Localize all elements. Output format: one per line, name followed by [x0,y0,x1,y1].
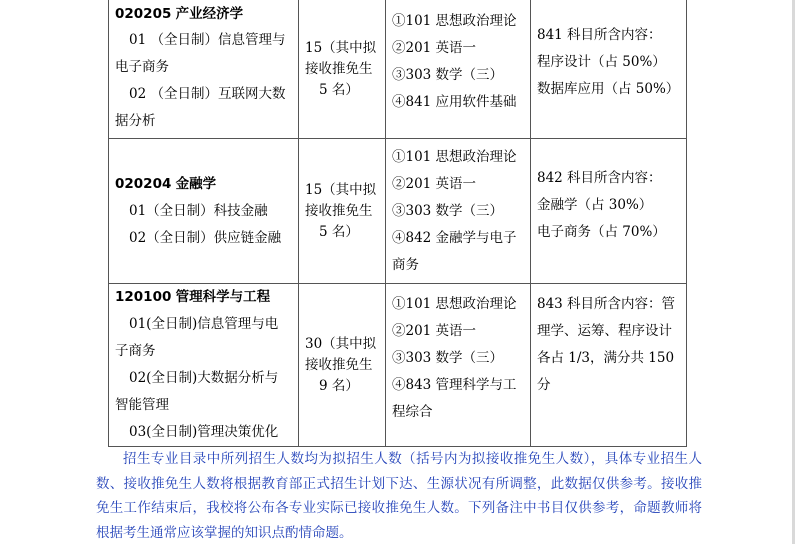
direction-line: 02(全日制)大数据分析与 [129,370,279,386]
content-cell [531,284,687,447]
exam-line: ①101 思想政治理论 [392,148,517,165]
content-line: 分 [537,377,551,393]
direction-line: 02（全日制）供应链金融 [129,229,282,246]
exam-line: ②201 英语一 [392,175,477,192]
quota-cell [299,139,386,284]
exam-subjects-cell [386,284,531,447]
table-row [109,284,687,447]
exam-subjects-cell [386,139,531,284]
content-line: 841 科目所含内容： [537,27,662,43]
exam-line: ①101 思想政治理论 [392,13,517,29]
direction-line: 03(全日制)管理决策优化 [129,424,279,440]
admissions-note-paragraph: 招生专业目录中所列招生人数均为拟招生人数（括号内为拟接收推免生人数），具体专业招生人数、接收推免生人数将根据教育部正式招生计划下达、生源状况有所调整，此数据仅供参考。接收推免生工作结束后，我校将公布各专业实际已接收推免生人数。下列备注中书目仅供参考，命题教师将根据考生通常应该掌握的知识点酌情命题。 [96,451,702,541]
quota-line: 5 名） [319,223,359,240]
content-cell [531,0,687,139]
table-row [109,0,687,139]
direction-line: 电子商务 [115,58,169,75]
major-cell [109,0,299,139]
direction-line: 子商务 [115,343,156,359]
content-line: 数据库应用（占 50%） [537,81,680,97]
exam-line: ③303 数学（三） [392,350,504,366]
content-cell [531,139,687,284]
major-name: 产业经济学 [175,5,244,22]
quota-line: 9 名） [319,377,359,394]
exam-line: ④842 金融学与电子 [392,229,517,246]
major-code: 020204 [115,175,172,192]
direction-line: 01（全日制）科技金融 [129,202,268,219]
quota-line: 5 名） [319,81,359,98]
major-code: 120100 [115,289,172,305]
quota-line: 接收推免生 [305,202,373,219]
content-line: 842 科目所含内容： [537,170,662,186]
major-name: 管理科学与工程 [175,289,271,305]
quota-line: 30（其中拟 [305,335,377,352]
exam-line: ③303 数学（三） [392,202,504,219]
content-line: 程序设计（占 50%） [537,54,666,70]
quota-line: 接收推免生 [305,356,373,373]
direction-line: 02 （全日制）互联网大数 [129,85,286,102]
exam-line: ④843 管理科学与工 [392,377,517,393]
exam-line: ②201 英语一 [392,40,477,56]
content-line: 理学、运筹、程序设计 [537,323,672,339]
content-line: 843 科目所含内容：管 [537,296,676,312]
content-line: 各占 1/3，满分共 150 [537,350,675,366]
exam-line: ②201 英语一 [392,323,477,339]
direction-line: 据分析 [115,112,156,129]
admissions-table [108,0,687,447]
quota-line: 接收推免生 [305,60,373,77]
major-code: 020205 [115,5,172,22]
major-name: 金融学 [175,175,217,192]
exam-line: ④841 应用软件基础 [392,94,517,110]
exam-line: ③303 数学（三） [392,67,504,83]
exam-subjects-cell [386,0,531,139]
exam-line: ①101 思想政治理论 [392,296,517,312]
major-cell [109,139,299,284]
direction-line: 智能管理 [115,397,169,413]
table-row [109,139,687,284]
direction-line: 01 （全日制）信息管理与 [129,31,286,48]
quota-line: 15（其中拟 [305,39,377,56]
major-cell [109,284,299,447]
exam-line: 商务 [392,256,419,273]
content-line: 电子商务（占 70%） [537,224,666,240]
direction-line: 01(全日制)信息管理与电 [129,316,279,332]
content-line: 金融学（占 30%） [537,197,653,213]
quota-cell [299,0,386,139]
exam-line: 程综合 [392,404,433,420]
quota-cell [299,284,386,447]
quota-line: 15（其中拟 [305,181,377,198]
